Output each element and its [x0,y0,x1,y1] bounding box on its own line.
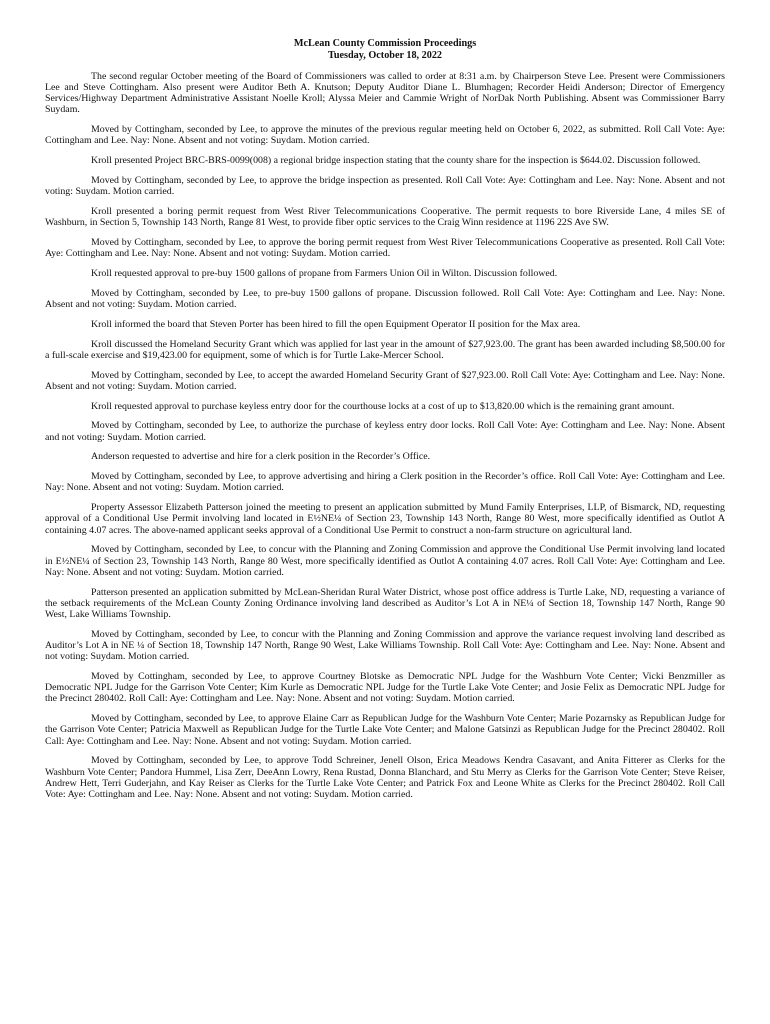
paragraph-propane-motion: Moved by Cottingham, seconded by Lee, to pre-buy 1500 gallons of propane. Discussion followed. Roll Call Vote: Aye: Cottingham and Lee. Nay: None. Absent and not voting: Suydam. Motion carried. [45,287,725,311]
minutes-body [45,71,725,800]
paragraph-grant-motion: Moved by Cottingham, seconded by Lee, to accept the awarded Homeland Security Grant of $27,923.00. Roll Call Vote: Aye: Cottingham and Lee. Nay: None. Absent and not voting: Suydam. Motion carried. [45,369,725,392]
paragraph-keyless-request: Kroll requested approval to purchase keyless entry door for the courthouse locks at a cost of up to $13,820.00 which is the remaining grant amount. [91,400,675,412]
paragraph-cup-application: Property Assessor Elizabeth Patterson joined the meeting to present an application submitted by Mund Family Enterprises, LLP, of Bismarck, ND, requesting approval of a Conditional Use Permit involving land located in E½NE¼ of Section 23, Township 143 North, Range 80 West, more specifically identified as Outlot A containing 4.07 acres. The above-named applicant seeks approval of a Conditional Use Permit to construct a non-farm structure on agricultural land. [45,502,725,536]
paragraph-variance-application: Patterson presented an application submitted by McLean-Sheridan Rural Water District, whose post office address is Turtle Lake, ND, requesting a variance of the setback requirements of the McLean County Zoning Ordinance involving land described as Auditor’s Lot A in NE¼ of Section 18, Township 147 North, Range 90 West, Lake Williams Township. [45,586,725,621]
paragraph-keyless-motion: Moved by Cottingham, seconded by Lee, to authorize the purchase of keyless entry door locks. Roll Call Vote: Aye: Cottingham and Lee. Nay: None. Absent and not voting: Suydam. Motion carried. [45,420,725,443]
document-page [45,38,725,809]
paragraph-clerk-request: Anderson requested to advertise and hire for a clerk position in the Recorder’s Office. [91,451,431,463]
paragraph-hiring-info: Kroll informed the board that Steven Porter has been hired to fill the open Equipment Operator II position for the Max area. [91,318,581,330]
paragraph-republican-judges: Moved by Cottingham, seconded by Lee, to approve Elaine Carr as Republican Judge for the Washburn Vote Center; Marie Pozarnsky as Republican Judge for the Garrison Vote Center; Patricia Maxwell as Republican Judge for the Turtle Lake Vote Center; and Malone Gatsinzi as Republican Judge for the Precinct 280402. Roll Call: Aye: Cottingham and Lee. Nay: None. Absent and not voting: Suydam. Motion carried. [45,713,725,747]
paragraph-boring-permit: Kroll presented a boring permit request from West River Telecommunications Cooperative. The permit requests to bore Riverside Lane, 4 miles SE of Washburn, in Section 5, Township 143 North, Range 81 West, to provide fiber optic services to the Craig Winn residence at 1196 22S Ave SW. [45,206,725,229]
paragraph-minutes-approval: Moved by Cottingham, seconded by Lee, to approve the minutes of the previous regular meeting held on October 6, 2022, as submitted. Roll Call Vote: Aye: Cottingham and Lee. Nay: None. Absent and not voting: Suydam. Motion carried. [45,124,725,147]
paragraph-boring-motion: Moved by Cottingham, seconded by Lee, to approve the boring permit request from West River Telecommunications Cooperative as presented. Roll Call Vote: Aye: Cottingham and Lee. Nay: None. Absent and not voting: Suydam. Motion carried. [45,237,725,260]
paragraph-democratic-judges: Moved by Cottingham, seconded by Lee, to approve Courtney Blotske as Democratic NPL Judge for the Washburn Vote Center; Vicki Benzmiller as Democratic NPL Judge for the Garrison Vote Center; Kim Kurle as Democratic NPL Judge for the Turtle Lake Vote Center; and Josie Felix as Democratic NPL Judge for the Precinct 280402. Roll Call: Aye: Cottingham and Lee. Nay: None. Absent and not voting: Suydam. Motion carried. [45,671,725,705]
paragraph-bridge-motion: Moved by Cottingham, seconded by Lee, to approve the bridge inspection as presented. Roll Call Vote: Aye: Cottingham and Lee. Nay: None. Absent and not voting: Suydam. Motion carried. [45,175,725,198]
paragraph-bridge-inspection: Kroll presented Project BRC-BRS-0099(008) a regional bridge inspection stating that the county share for the inspection is $644.02. Discussion followed. [91,155,701,167]
title-block [45,38,725,63]
paragraph-vote-clerks: Moved by Cottingham, seconded by Lee, to approve Todd Schreiner, Jenell Olson, Erica Meadows Kendra Casavant, and Anita Fitterer as Clerks for the Washburn Vote Center; Pandora Hummel, Lisa Zerr, DeeAnn Lowry, Rena Rustad, Donna Blanchard, and Stu Merry as Clerks for the Garrison Vote Center; Steve Reiser, Andrew Hett, Terri Guderjahn, and Kay Reiser as Clerks for the Turtle Lake Vote Center; and Patrick Fox and Leone White as Clerks for the Precinct 280402. Roll Call Vote: Aye: Cottingham and Lee. Nay: None. Absent and not voting: Suydam. Motion carried. [45,755,725,801]
paragraph-grant-discussion: Kroll discussed the Homeland Security Grant which was applied for last year in the amount of $27,923.00. The grant has been awarded including $8,500.00 for a full-scale exercise and $19,423.00 for equipment, some of which is for Turtle Lake-Mercer School. [45,338,725,361]
document-title: McLean County Commission Proceedings [293,38,477,49]
paragraph-variance-motion: Moved by Cottingham, seconded by Lee, to concur with the Planning and Zoning Commission and approve the variance request involving land described as Auditor’s Lot A in NE ¼ of Section 18, Township 147 North, Range 90 West, Lake Williams Township. Roll Call Vote: Aye: Cottingham and Lee. Nay: None. Absent and not voting: Suydam. Motion carried. [45,628,725,663]
paragraph-cup-motion: Moved by Cottingham, seconded by Lee, to concur with the Planning and Zoning Commission and approve the Conditional Use Permit involving land located in E½NE¼ of Section 23, Township 143 North, Range 80 West, more specifically identified as Outlot A containing 4.07 acres. Roll Call Vote: Aye: Cottingham and Lee. Nay: None. Absent and not voting: Suydam. Motion carried. [45,544,725,578]
paragraph-call-to-order: The second regular October meeting of the Board of Commissioners was called to order at 8:31 a.m. by Chairperson Steve Lee. Present were Commissioners Lee and Steve Cottingham. Also present were Auditor Beth A. Knutson; Deputy Auditor Diane L. Blumhagen; Recorder Heidi Anderson; Director of Emergency Services/Highway Department Administrative Assistant Noelle Kroll; Alyssa Meier and Cammie Wright of NorDak North Publishing. Absent was Commissioner Barry Suydam. [45,70,725,116]
paragraph-propane-request: Kroll requested approval to pre-buy 1500 gallons of propane from Farmers Union Oil in Wilton. Discussion followed. [91,268,558,280]
paragraph-clerk-motion: Moved by Cottingham, seconded by Lee, to approve advertising and hiring a Clerk position in the Recorder’s office. Roll Call Vote: Aye: Cottingham and Lee. Nay: None. Absent and not voting: Suydam. Motion carried. [45,471,725,494]
meeting-date: Tuesday, October 18, 2022 [327,50,443,62]
